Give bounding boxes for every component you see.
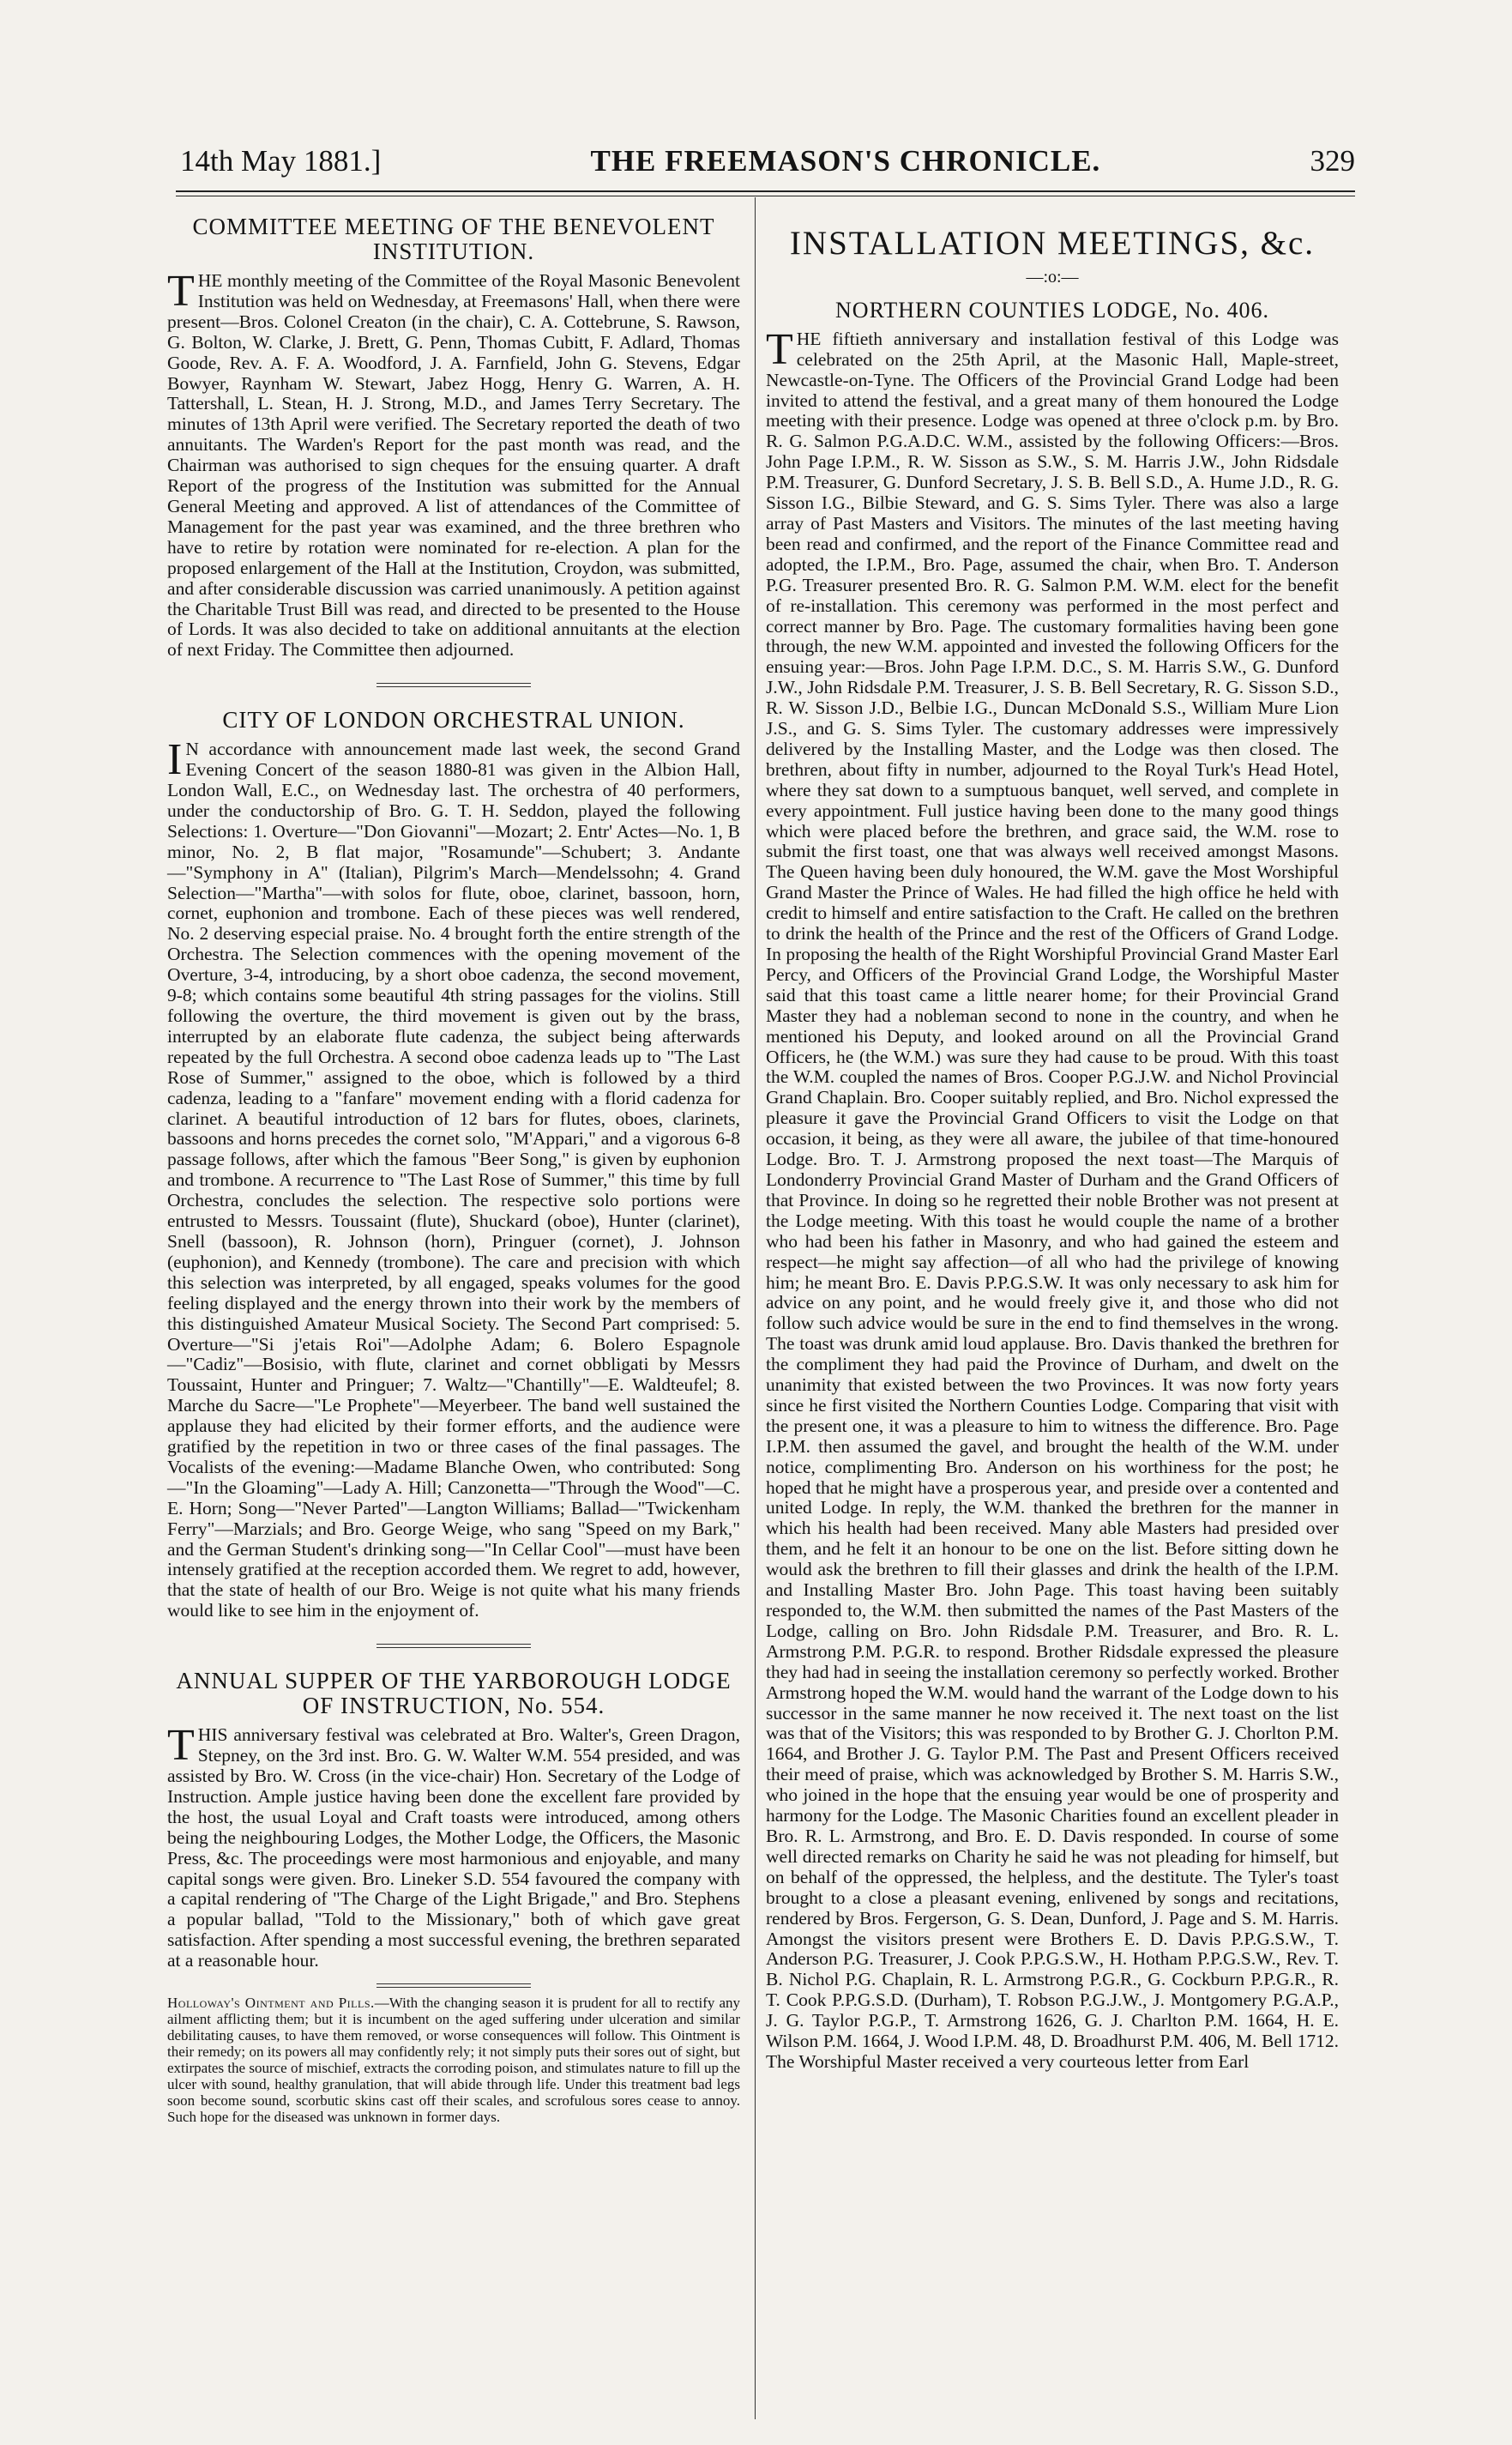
left-column <box>167 214 740 2125</box>
lodge-heading: NORTHERN COUNTIES LODGE, No. 406. <box>835 297 1269 323</box>
section-title-orchestral: CITY OF LONDON ORCHESTRAL UNION. <box>222 707 685 734</box>
page-header <box>180 144 1355 187</box>
section-separator <box>376 683 531 687</box>
article-benevolent: THE monthly meeting of the Committee of the Royal Masonic Benevolent Institution was held on Wednesday, at Freemasons' Hall, when there were present—Bros. Colonel Creaton (in the chair), C. A. Cottebrune, S. Rawson, G. Bolton, W. Clarke, J. Brett, G. Penn, Thomas Cubitt, F. Adlard, Thomas Goode, Rev. A. F. A. Woodford, J. A. Farnfield, John G. Stevens, Edgar Bowyer, Raynham W. Stewart, Jabez Hogg, Henry G. Warren, A. H. Tattershall, L. Stean, H. J. Strong, M.D., and James Terry Secretary. The minutes of 13th April were verified. The Secretary reported the death of two annuitants. The Warden's Report for the past month was read, and the Chairman was authorised to sign cheques for the ensuing quarter. A draft Report of the progress of the Institution was submitted for the Annual General Meeting and approved. A list of attendances of the Committee of Management for the past year was examined, and the three brethren who have to retire by rotation were nominated for re-election. A plan for the proposed enlargement of the Hall at the Institution, Croydon, was submitted, and after considerable discussion was carried unanimously. A petition against the Charitable Trust Bill was read, and directed to be presented to the House of Lords. It was also decided to take on additional annuitants at the election of next Friday. The Committee then adjourned. <box>167 267 740 661</box>
issue-date: 14th May 1881.] <box>180 144 382 178</box>
header-rule <box>176 190 1355 196</box>
notice-lead: Holloway's Ointment and Pills. <box>167 1995 375 2012</box>
section-title-yarborough: ANNUAL SUPPER OF THE YARBOROUGH LODGE OF INSTRUCTION, No. 554. <box>176 1668 732 1719</box>
advertisement-notice <box>167 1995 740 2125</box>
section-title-benevolent: COMMITTEE MEETING OF THE BENEVOLENT INSTITUTION. <box>192 214 715 264</box>
section-separator <box>376 1644 531 1648</box>
right-column <box>766 225 1339 2073</box>
article-orchestral: IN accordance with announcement made last week, the second Grand Evening Concert of the season 1880-81 was given in the Albion Hall, London Wall, E.C., on Wednesday last. The orchestra of 40 performers, under the conductorship of Bro. G. T. H. Seddon, played the following Selections: 1. Overture—"Don Giovanni"—Mozart; 2. Entr' Actes—No. 1, B minor, No. 2, B flat major, "Rosamunde"—Schubert; 3. Andante—"Symphony in A" (Italian), Pilgrim's March—Mendelssohn; 4. Grand Selection—"Martha"—with solos for flute, oboe, clarinet, bassoon, horn, cornet, euphonion and trombone. Each of these pieces was well rendered, No. 2 deserving especial praise. No. 4 brought forth the entire strength of the Orchestra. The Selection commences with the opening movement of the Overture, 3-4, introducing, by a short oboe cadenza, the second movement, 9-8; which contains some beautiful 4th string passages for the violins. Still following the overture, the third movement is given out by the brass, interrupted by an elaborate flute cadenza, the subject being afterwards repeated by the full Orchestra. A second oboe cadenza leads up to "The Last Rose of Summer," assigned to the oboe, which is followed by a third cadenza, leading to a "fanfare" movement ending with a florid cadenza for clarinet. A beautiful introduction of 12 bars for flutes, oboes, clarinets, bassoons and horns precedes the cornet solo, "M'Appari," and a vigorous 6-8 passage follows, after which the famous "Beer Song," is given by euphonion and trombone. A recurrence to "The Last Rose of Summer," this time by full Orchestra, concludes the selection. The respective solo portions were entrusted to Messrs. Toussaint (flute), Shuckard (oboe), Hunter (clarinet), Snell (bassoon), R. Johnson (horn), Pringuer (cornet), J. Johnson (euphonion), and Kennedy (trombone). The care and precision with which this selection was interpreted, by all engaged, speaks volumes for the good feeling displayed and the energy thrown into their work by the members of this distinguished Amateur Musical Society. The Second Part comprised: 5. Overture—"Si j'etais Roi"—Adolphe Adam; 6. Bolero Espagnole—"Cadiz"—Bosisio, with flute, clarinet and cornet obbligati by Messrs Toussaint, Hunter and Pringuer; 7. Waltz—"Chantilly"—E. Waldteufel; 8. Marche du Sacre—"Le Prophete"—Meyerbeer. The band well sustained the applause they had elicited by their former efforts, and the audience were gratified by the repetition in two or three cases of the final passages. The Vocalists of the evening:—Madame Blanche Owen, who contributed: Song—"In the Gloaming"—Lady A. Hill; Canzonetta—"Through the Wood"—C. E. Horn; Song—"Never Parted"—Langton Williams; Ballad—"Twickenham Ferry"—Marzials; and Bro. George Weige, who sang "Speed on my Bark," and the German Student's drinking song—"In Cellar Cool"—must have been intensely gratified at the reception accorded them. We regret to add, however, that the state of health of our Bro. Weige is not quite what his many friends would like to see him in the enjoyment of. <box>167 735 740 1621</box>
article-yarborough: THIS anniversary festival was celebrated at Bro. Walter's, Green Dragon, Stepney, on the 3rd inst. Bro. G. W. Walter W.M. 554 presided, and was assisted by Bro. W. Cross (in the vice-chair) Hon. Secretary of the Lodge of Instruction. Ample justice having been done the excellent fare provided by the host, the usual Loyal and Craft toasts were introduced, among others being the neighbouring Lodges, the Mother Lodge, the Officers, the Masonic Press, &c. The proceedings were most harmonious and enjoyable, and many capital songs were given. Bro. Lineker S.D. 554 favoured the company with a capital rendering of "The Charge of the Light Brigade," and Bro. Stephens a popular ballad, "Told to the Missionary," both of which gave great satisfaction. After spending a most successful evening, the brethren separated at a reasonable hour. <box>167 1721 740 1971</box>
column-divider <box>755 197 756 2419</box>
article-northern-counties: THE fiftieth anniversary and installation festival of this Lodge was celebrated on the 25th April, at the Masonic Hall, Maple-street, Newcastle-on-Tyne. The Officers of the Provincial Grand Lodge had been invited to attend the festival, and a great many of them honoured the Lodge meeting with their presence. Lodge was opened at three o'clock p.m. by Bro. R. G. Salmon P.G.A.D.C. W.M., assisted by the following Officers:—Bros. John Page I.P.M., R. W. Sisson as S.W., S. M. Harris J.W., John Ridsdale P.M. Treasurer, G. Dunford Secretary, J. S. B. Bell S.D., A. Hume J.D., R. G. Sisson I.G., Bilbie Steward, and G. S. Sims Tyler. There was also a large array of Past Masters and Visitors. The minutes of the last meeting having been read and confirmed, and the report of the Finance Committee read and adopted, the I.P.M., Bro. Page, assumed the chair, when Bro. T. Anderson P.G. Treasurer presented Bro. R. G. Salmon P.M. W.M. elect for the benefit of re-installation. This ceremony was performed in the most perfect and correct manner by Bro. Page. The customary formalities having been gone through, the new W.M. appointed and invested the following Officers for the ensuing year:—Bros. John Page I.P.M. D.C., S. M. Harris S.W., G. Dunford J.W., John Ridsdale P.M. Treasurer, J. S. B. Bell Secretary, R. G. Sisson S.D., R. W. Sisson J.D., Belbie I.G., Duncan McDonald S.S., William Mure Lion J.S., and G. S. Sims Tyler. The customary addresses were impressively delivered by the Installing Master, and the Lodge was then closed. The brethren, about fifty in number, adjourned to the Royal Turk's Head Hotel, where they sat down to a sumptuous banquet, well served, and complete in every appointment. Full justice having been done to the many good things which were placed before the brethren, and grace said, the W.M. rose to submit the first toast, one that was always well received amongst Masons. The Queen having been duly honoured, the W.M. gave the Most Worshipful Grand Master the Prince of Wales. He had filled the high office he held with credit to himself and entire satisfaction to the Craft. He called on the brethren to drink the health of the Prince and the rest of the Officers of Grand Lodge. In proposing the health of the Right Worshipful Provincial Grand Master Earl Percy, and Officers of the Provincial Grand Lodge, the Worshipful Master said that this toast came a little nearer home; for their Provincial Grand Master they had a nobleman second to none in the country, and when he mentioned his Deputy, and looked around on all the Provincial Grand Officers, he (the W.M.) was sure they had cause to be proud. With this toast the W.M. coupled the names of Bros. Cooper P.G.J.W. and Nichol Provincial Grand Chaplain. Bro. Cooper suitably replied, and Bro. Nichol expressed the pleasure it gave the Provincial Grand Officers to visit the Lodge on that occasion, it being, as they were all aware, the jubilee of that time-honoured Lodge. Bro. T. J. Armstrong proposed the next toast—The Marquis of Londonderry Provincial Grand Master of Durham and the Grand Officers of that Province. In doing so he regretted their noble Brother was not present at the Lodge meeting. With this toast he would couple the name of a brother who had been his father in Masonry, and who had gained the esteem and respect—he might say affection—of all who had the privilege of knowing him; he meant Bro. E. Davis P.P.G.S.W. It was only necessary to ask him for advice on any point, and he would freely give it, and those who did not follow such advice would be sure in the end to find themselves in the wrong. The toast was drunk amid loud applause. Bro. Davis thanked the brethren for the compliment they had paid the Province of Durham, and dwelt on the unanimity that existed between the two Provinces. It was now forty years since he first visited the Northern Counties Lodge. Comparing that visit with the present one, it was a pleasure to him to witness the difference. Bro. Page I.P.M. then assumed the gavel, and brought the health of the W.M. under notice, complimenting Bro. Anderson on his worthiness for the post; he hoped that he might have a prosperous year, and preside over a contented and united Lodge. In reply, the W.M. thanked the brethren for the manner in which his health had been received. Many able Masters had presided over them, and he felt it an honour to be one on the list. Before sitting down he would ask the brethren to fill their glasses and drink the health of the I.P.M. and Installing Master Bro. John Page. This toast having been suitably responded to, the W.M. then submitted the names of the Past Masters of the Lodge, calling on Bro. John Ridsdale P.M. Treasurer, and Bro. R. L. Armstrong P.M. P.G.R. to respond. Brother Ridsdale expressed the pleasure they had had in seeing the installation ceremony so perfectly worked. Brother Armstrong hoped the W.M. would hand the warrant of the Lodge down to his successor in the same manner he now received it. The next toast on the list was that of the Visitors; this was responded to by Brother G. J. Chorlton P.M. 1664, and Brother J. G. Taylor P.M. The Past and Present Officers received their meed of praise, which was acknowledged by Brother S. M. Harris S.W., who joined in the hope that the ensuing year would be one of prosperity and harmony for the Lodge. The Masonic Charities found an excellent pleader in Bro. R. L. Armstrong, and Bro. E. D. Davis responded. In course of some well directed remarks on Charity he said he was not pleading for himself, but on behalf of the oppressed, the helpless, and the destitute. The Tyler's toast brought to a close a pleasant evening, enlivened by songs and recitations, rendered by Bros. Fergerson, G. S. Dean, Dunford, J. Page and S. M. Harris. Amongst the visitors present were Brothers E. D. Davis P.P.G.S.W., T. Anderson P.G. Treasurer, J. Cook P.P.G.S.W., H. Hotham P.P.G.S.W., Rev. T. B. Nichol P.G. Chaplain, R. L. Armstrong P.G.R., G. Cockburn P.P.G.R., R. T. Cook P.P.G.S.D. (Durham), T. Robson P.G.J.W., J. Montgomery P.G.A.P., J. G. Taylor P.G.P., T. Armstrong 1626, G. J. Charlton P.M. 1664, H. E. Wilson P.M. 1664, J. Wood I.P.M. 48, D. Broadhurst P.M. 406, M. Bell 1712. The Worshipful Master received a very courteous letter from Earl <box>766 324 1339 2072</box>
publication-title: THE FREEMASON'S CHRONICLE. <box>590 144 1101 178</box>
section-separator <box>376 1983 531 1988</box>
ornament: —:o:— <box>1026 268 1079 287</box>
section-title-installation: INSTALLATION MEETINGS, &c. <box>789 225 1316 262</box>
notice-body: —With the changing season it is prudent for all to rectify any ailment afflicting them; but it is incumbent on the aged suffering under ulceration and similar debilitating causes, to have them removed, or worse consequences will follow. This Ointment is their remedy; on its powers all may confidently rely; it not simply puts their sores out of sight, but extirpates the source of mischief, extracts the corroding poison, and stimulates nature to fill up the ulcer with sound, healthy granulation, that will abide through life. Under this treatment bad legs soon become sound, scorbutic skins cast off their scales, and scrofulous sores cease to annoy. Such hope for the diseased was unknown in former days. <box>167 1995 741 2126</box>
page-number: 329 <box>1310 144 1355 178</box>
